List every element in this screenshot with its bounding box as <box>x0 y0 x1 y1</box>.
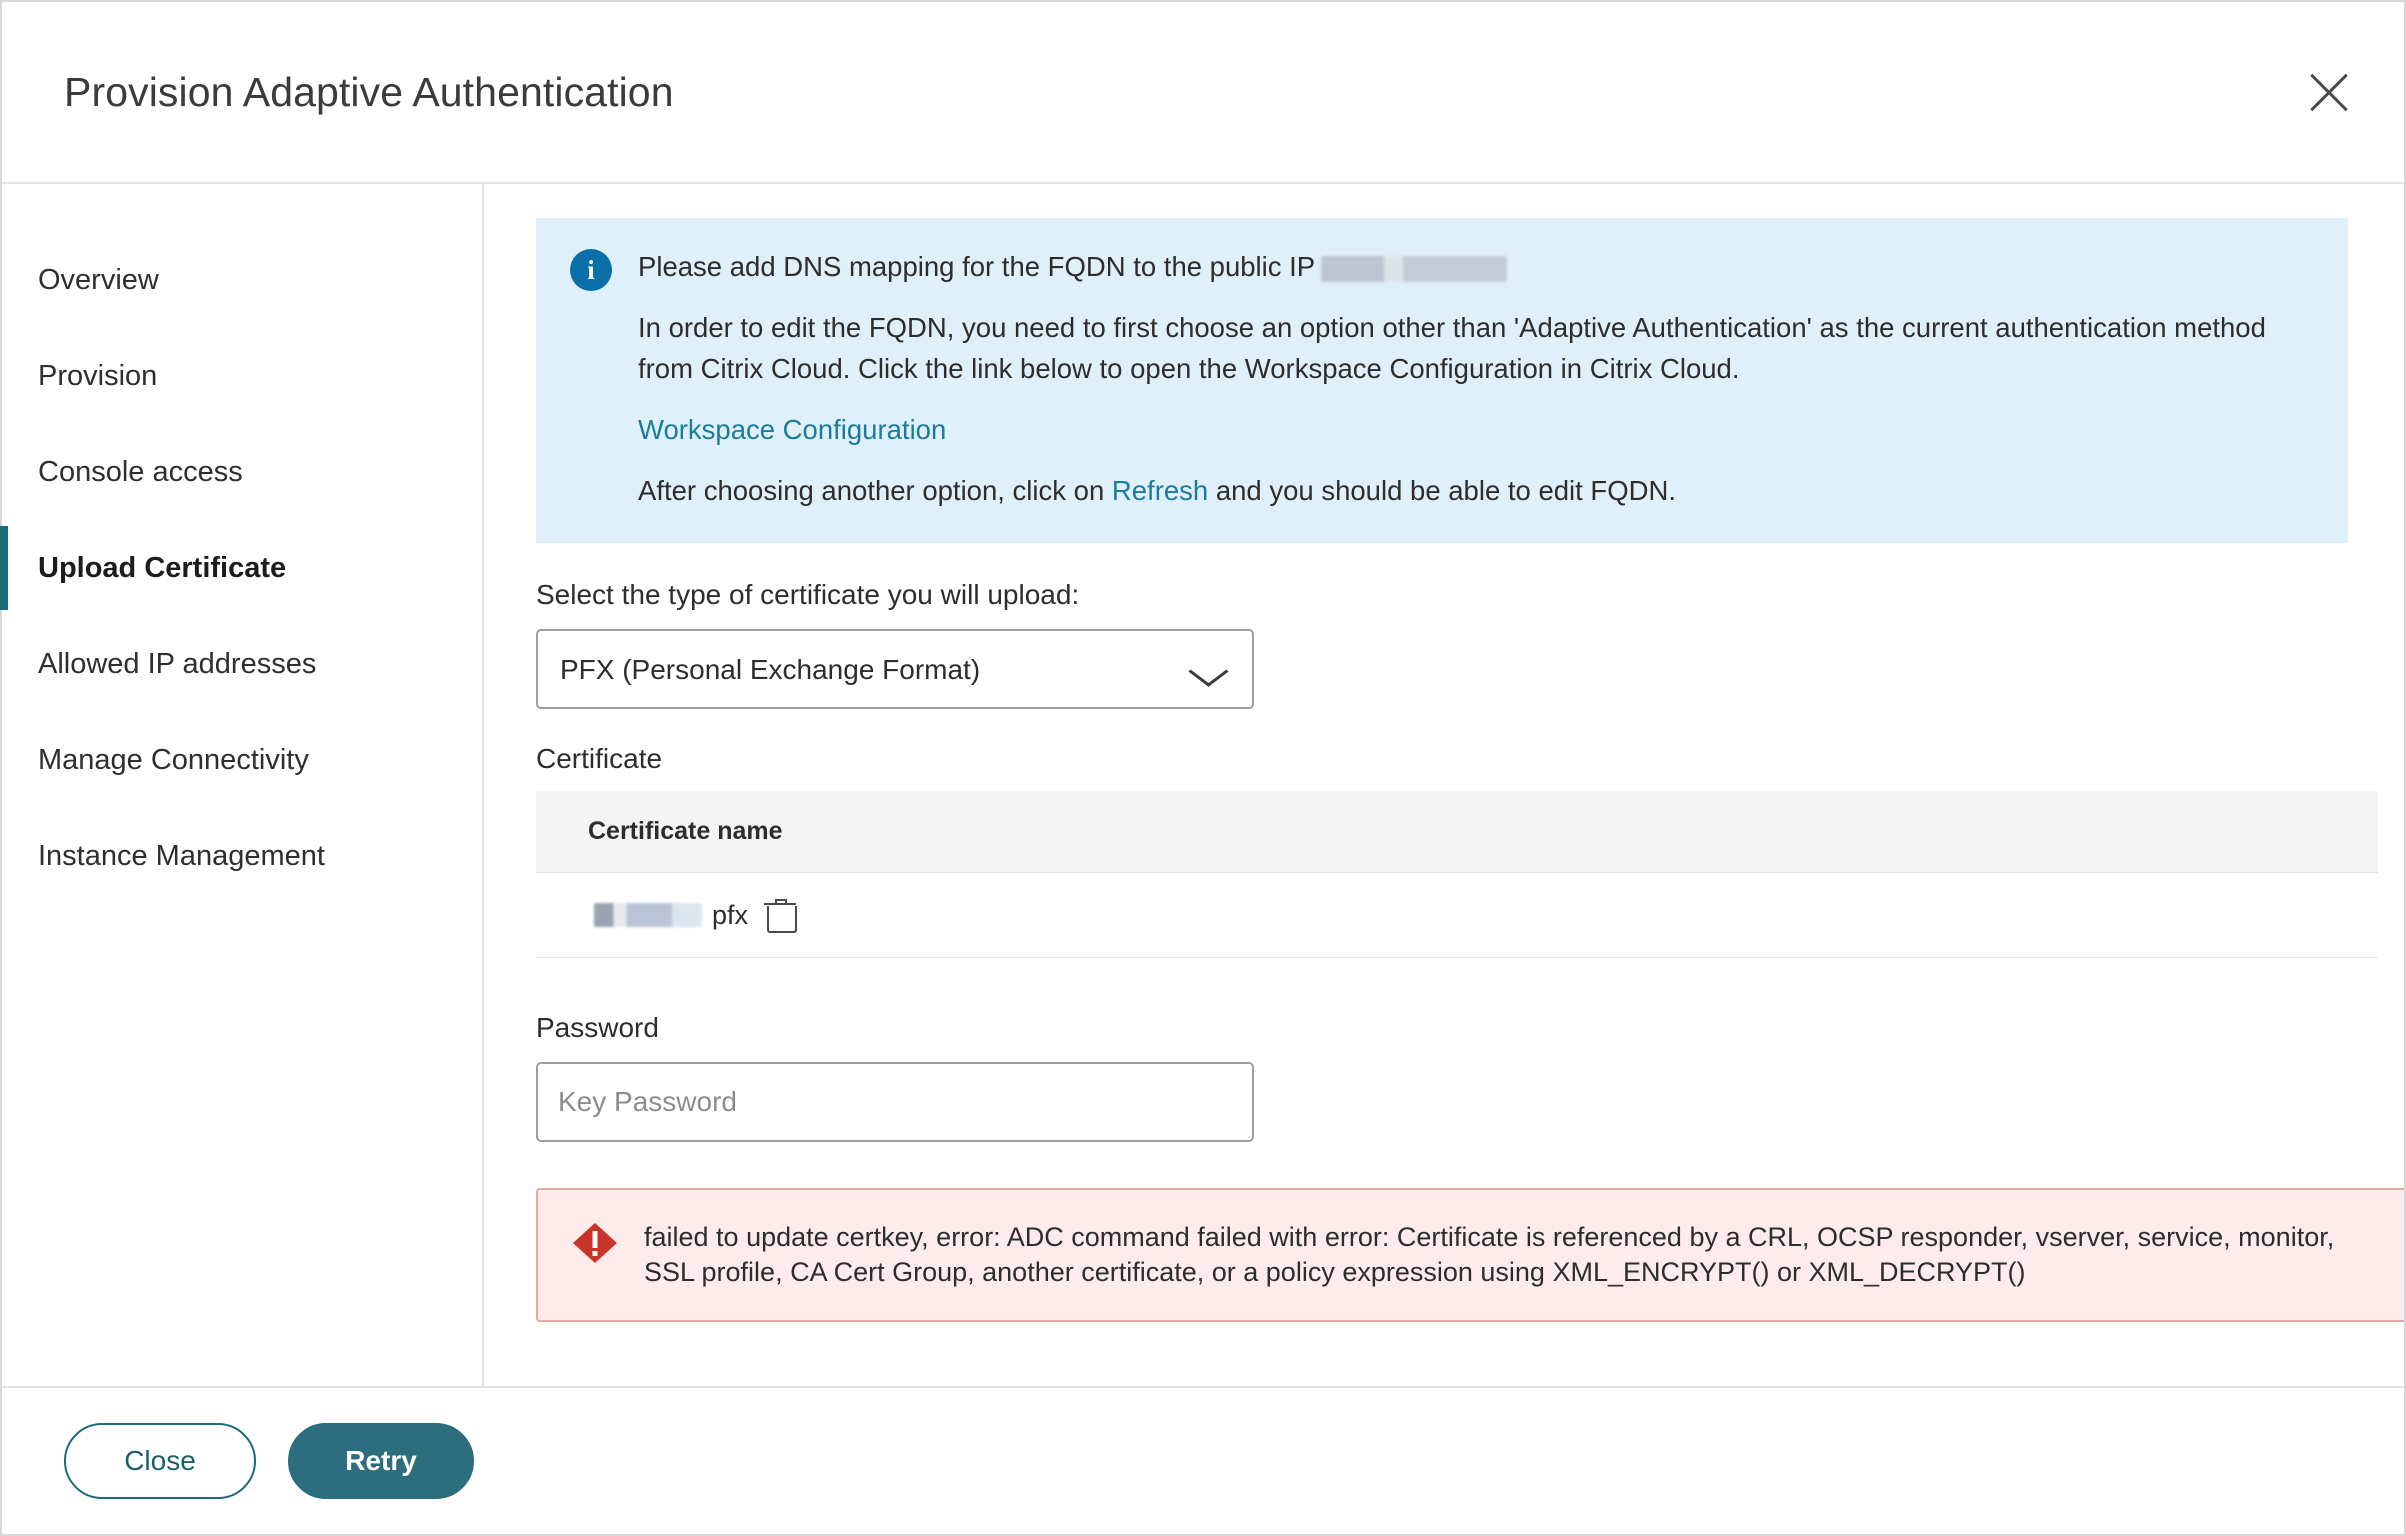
redacted-public-ip <box>1321 256 1507 282</box>
password-input[interactable] <box>536 1062 1254 1142</box>
page-title: Provision Adaptive Authentication <box>64 68 674 115</box>
info-dns-text: Please add DNS mapping for the FQDN to the public IP <box>638 251 1316 282</box>
redacted-certificate-name <box>594 903 702 927</box>
certificate-table-head <box>536 791 2378 873</box>
sidebar <box>2 184 484 1386</box>
info-banner-text <box>638 246 2314 511</box>
certificate-type-select-wrap <box>536 629 1254 709</box>
sidebar-item-allowed-ip-addresses[interactable] <box>2 616 482 712</box>
dialog-body <box>2 184 2404 1386</box>
table-header-row <box>536 791 2378 873</box>
info-line-fqdn: In order to edit the FQDN, you need to first choose an option other than 'Adaptive Authentication' as the current authentication method from Citrix Cloud. Click the link below to open the Workspace Configuration in Citrix Cloud. <box>638 312 2266 384</box>
trash-lid <box>775 899 787 903</box>
info-banner <box>536 218 2348 543</box>
sidebar-item-manage-connectivity[interactable] <box>2 712 482 808</box>
info-refresh-suffix: and you should be able to edit FQDN. <box>1208 475 1676 506</box>
certificate-name-suffix: pfx <box>712 899 749 930</box>
sidebar-item-provision[interactable] <box>2 328 482 424</box>
certificate-name-wrapper <box>588 899 2378 931</box>
sidebar-item-instance-management[interactable] <box>2 808 482 904</box>
sidebar-item-label: Overview <box>38 263 159 296</box>
dialog-footer <box>2 1386 2404 1534</box>
certificate-table <box>536 791 2378 958</box>
certificate-section-label: Certificate <box>536 743 663 774</box>
refresh-link[interactable]: Refresh <box>1111 475 1209 506</box>
workspace-configuration-link[interactable]: Workspace Configuration <box>638 414 947 445</box>
error-message: failed to update certkey, error: ADC command failed with error: Certificate is referenced by a CRL, OCSP responder, vserver, service, monitor, SSL profile, CA Cert Group, another certificate, or a policy expression using XML_ENCRYPT() or XML_DECRYPT() <box>644 1222 2335 1287</box>
sidebar-item-label: Console access <box>38 455 243 488</box>
sidebar-item-overview[interactable] <box>2 232 482 328</box>
sidebar-item-label: Instance Management <box>38 839 325 872</box>
content-panel <box>484 184 2404 1386</box>
close-button[interactable]: Close <box>64 1423 256 1499</box>
sidebar-item-label: Allowed IP addresses <box>38 647 317 680</box>
close-icon[interactable] <box>2298 61 2360 123</box>
certificate-type-label: Select the type of certificate you will upload: <box>536 579 1080 610</box>
info-refresh-prefix: After choosing another option, click on <box>638 475 1112 506</box>
certificate-type-select[interactable] <box>536 629 1254 709</box>
certificate-name-cell <box>536 873 2378 958</box>
error-banner <box>536 1188 2404 1322</box>
sidebar-item-label: Manage Connectivity <box>38 743 309 776</box>
error-diamond-icon <box>572 1222 618 1264</box>
certificate-table-body <box>536 873 2378 958</box>
sidebar-item-console-access[interactable] <box>2 424 482 520</box>
sidebar-item-label: Upload Certificate <box>38 551 287 584</box>
sidebar-item-label: Provision <box>38 359 158 392</box>
dialog-header <box>2 2 2404 184</box>
sidebar-item-upload-certificate[interactable] <box>2 520 482 616</box>
info-line-link <box>638 409 2314 450</box>
info-icon: i <box>570 249 612 291</box>
table-row <box>536 873 2378 958</box>
retry-button[interactable]: Retry <box>288 1423 474 1499</box>
info-line-dns <box>638 246 2314 287</box>
info-line-refresh <box>638 470 2314 511</box>
trash-icon[interactable] <box>766 899 794 931</box>
password-label: Password <box>536 1012 659 1043</box>
column-header-certificate-name: Certificate name <box>536 791 2378 873</box>
